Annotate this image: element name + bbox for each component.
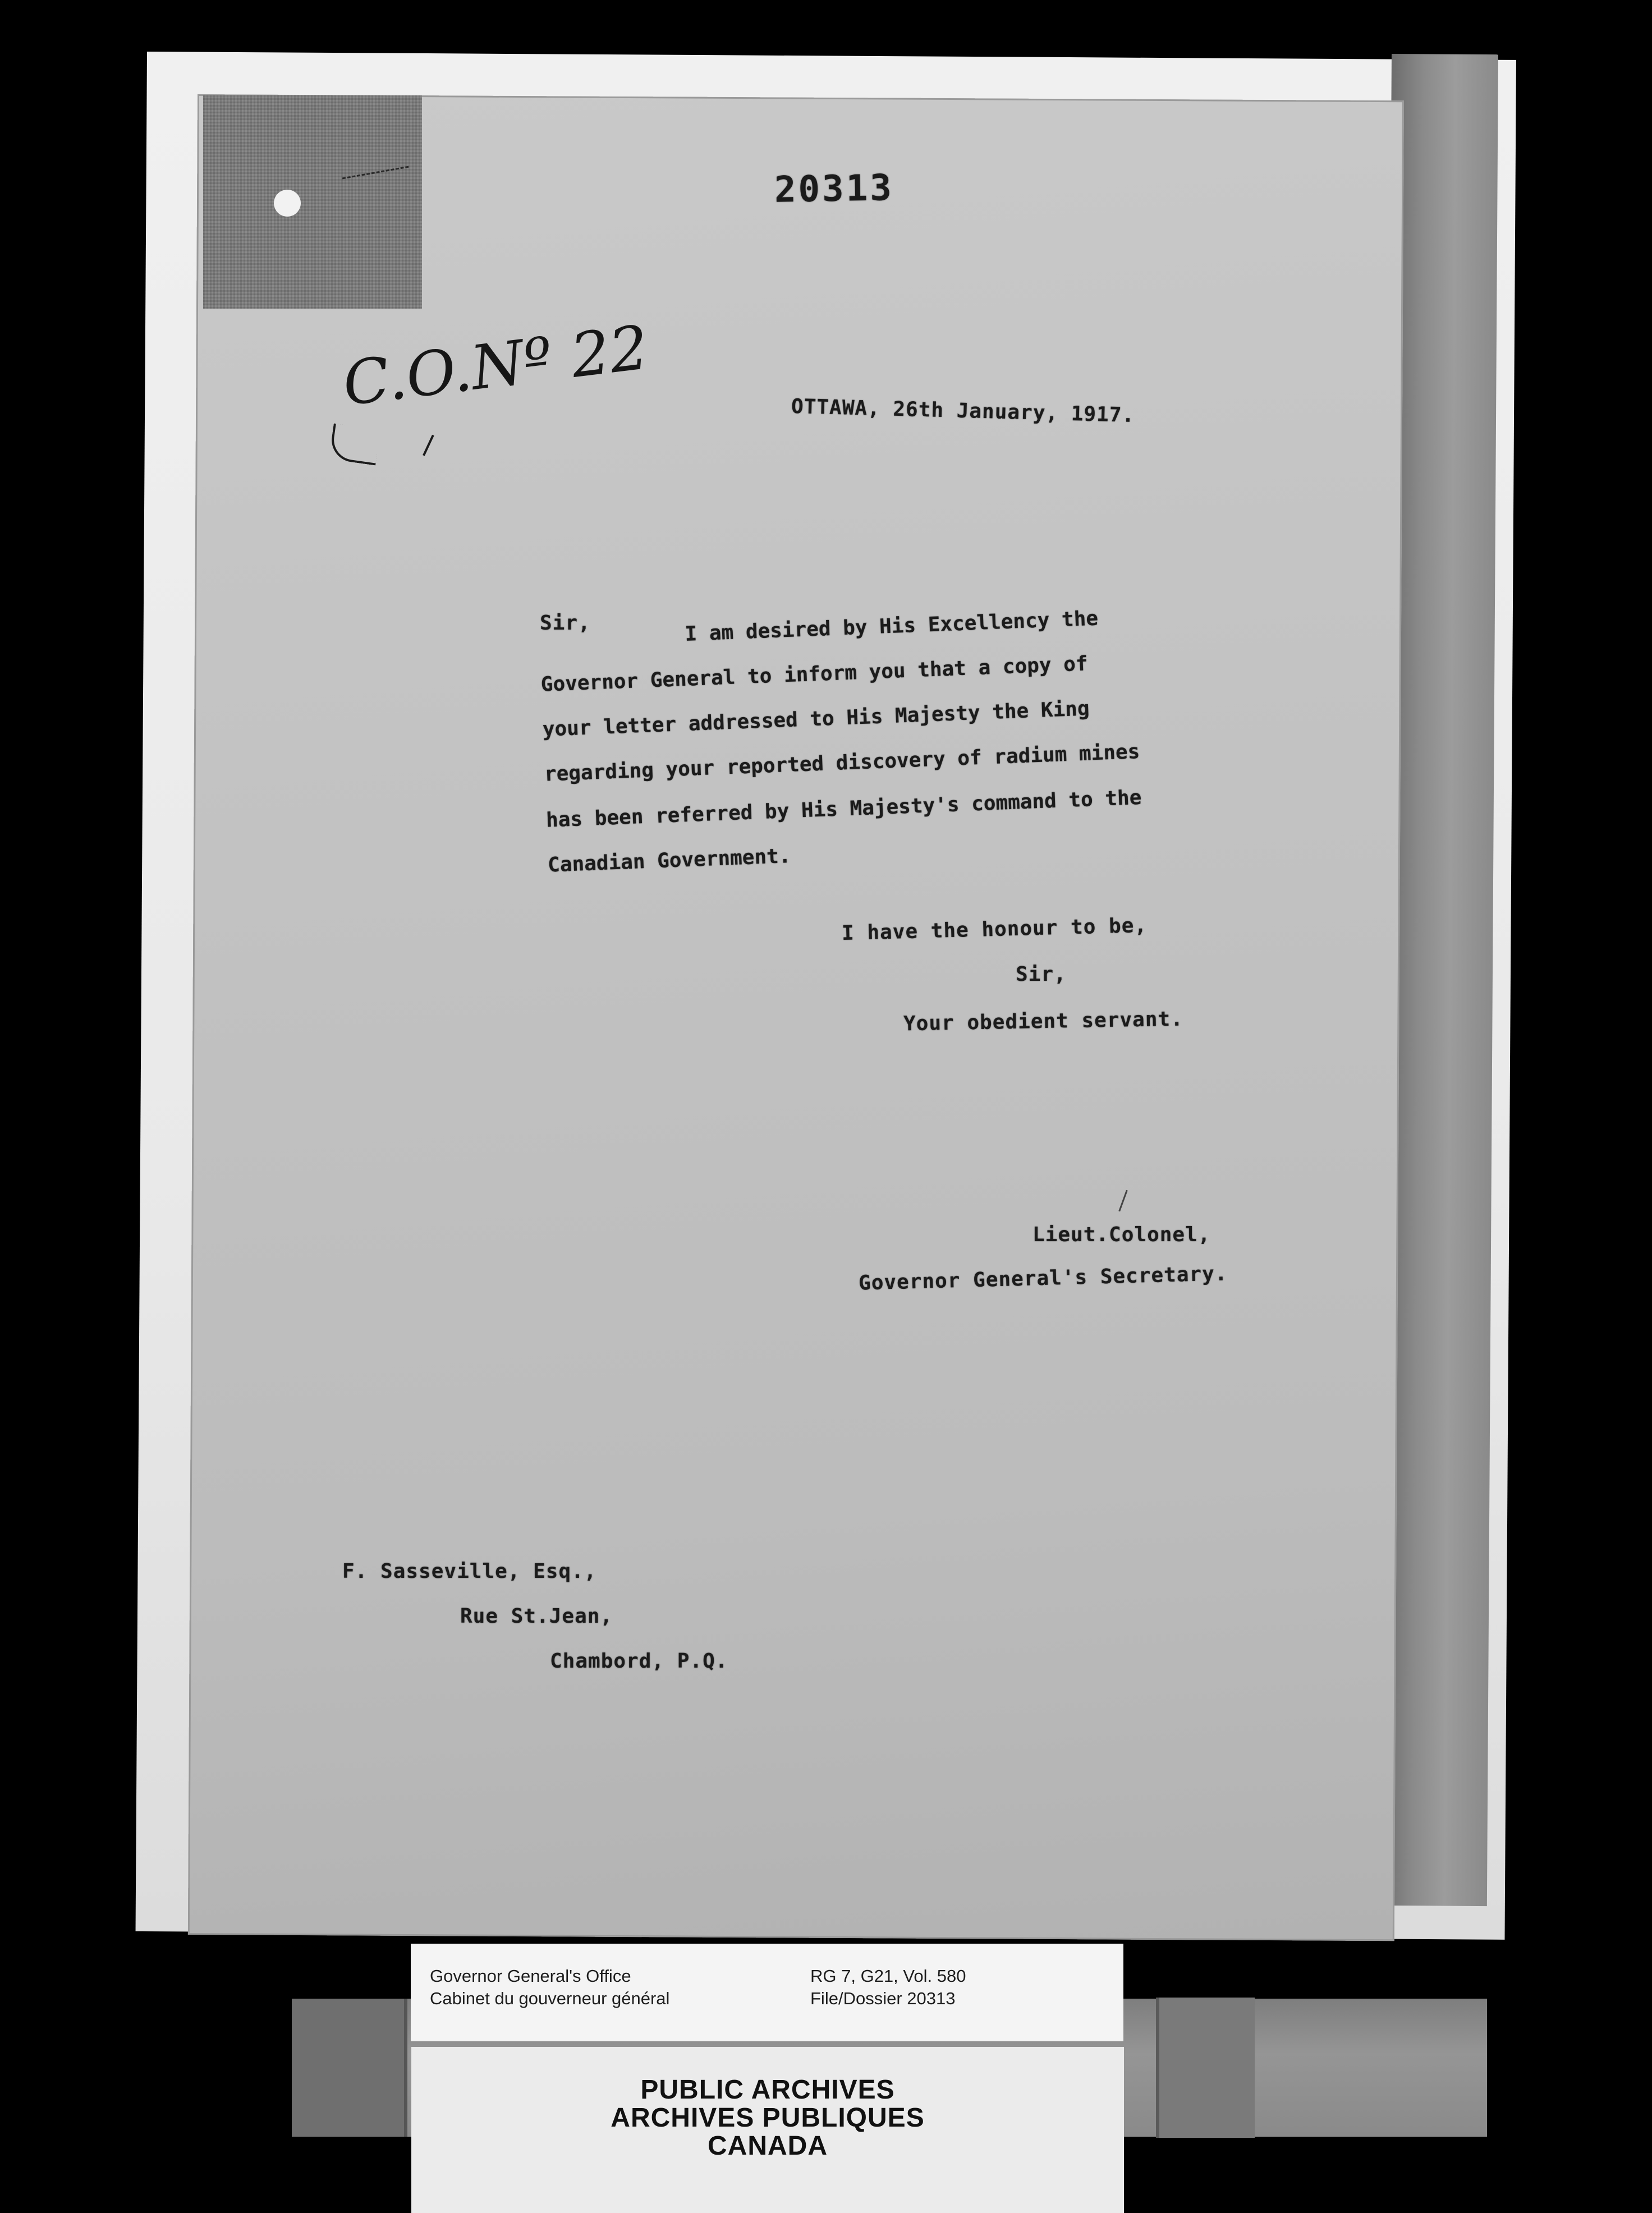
recipient-city: Chambord, P.Q. <box>550 1650 728 1673</box>
closing-line: I have the honour to be, <box>841 913 1148 945</box>
body-line: has been referred by His Majesty's command to the <box>545 786 1142 832</box>
body-line: I am desired by His Excellency the <box>684 607 1099 646</box>
body-line: Governor General to inform you that a copy of <box>540 652 1089 696</box>
rail-clip-left <box>292 1999 407 2137</box>
salutation: Sir, <box>540 612 591 635</box>
office-name-en: Governor General's Office <box>430 1966 631 1986</box>
archive-reference: RG 7, G21, Vol. 580 <box>810 1966 966 1986</box>
closing-line: Your obedient servant. <box>903 1007 1184 1036</box>
rail-clip-right <box>1156 1998 1255 2138</box>
handwritten-note: C.O.Nº 22 <box>339 313 653 420</box>
archive-label-card <box>411 1944 1123 2041</box>
closing-line: Sir, <box>1016 963 1067 986</box>
date-line: OTTAWA, 26th January, 1917. <box>791 394 1135 428</box>
body-line: your letter addressed to His Majesty the King <box>542 697 1090 741</box>
body-line: regarding your reported discovery of radium mines <box>544 740 1141 786</box>
public-archives-plate <box>411 2047 1124 2213</box>
recipient-name: F. Sasseville, Esq., <box>342 1560 597 1583</box>
signature-rank: Lieut.Colonel, <box>1032 1223 1211 1246</box>
file-number: 20313 <box>774 167 894 211</box>
archives-line-country: CANADA <box>708 2131 828 2161</box>
office-name-fr: Cabinet du gouverneur général <box>430 1989 670 2008</box>
punch-hole <box>274 190 301 217</box>
recipient-street: Rue St.Jean, <box>460 1605 613 1628</box>
signature-title: Governor General's Secretary. <box>858 1262 1228 1295</box>
archives-line-en: PUBLIC ARCHIVES <box>640 2075 895 2105</box>
file-dossier-number: File/Dossier 20313 <box>810 1989 956 2008</box>
body-line: Canadian Government. <box>547 844 792 877</box>
tape-patch <box>203 95 422 309</box>
archives-line-fr: ARCHIVES PUBLIQUES <box>611 2103 925 2133</box>
